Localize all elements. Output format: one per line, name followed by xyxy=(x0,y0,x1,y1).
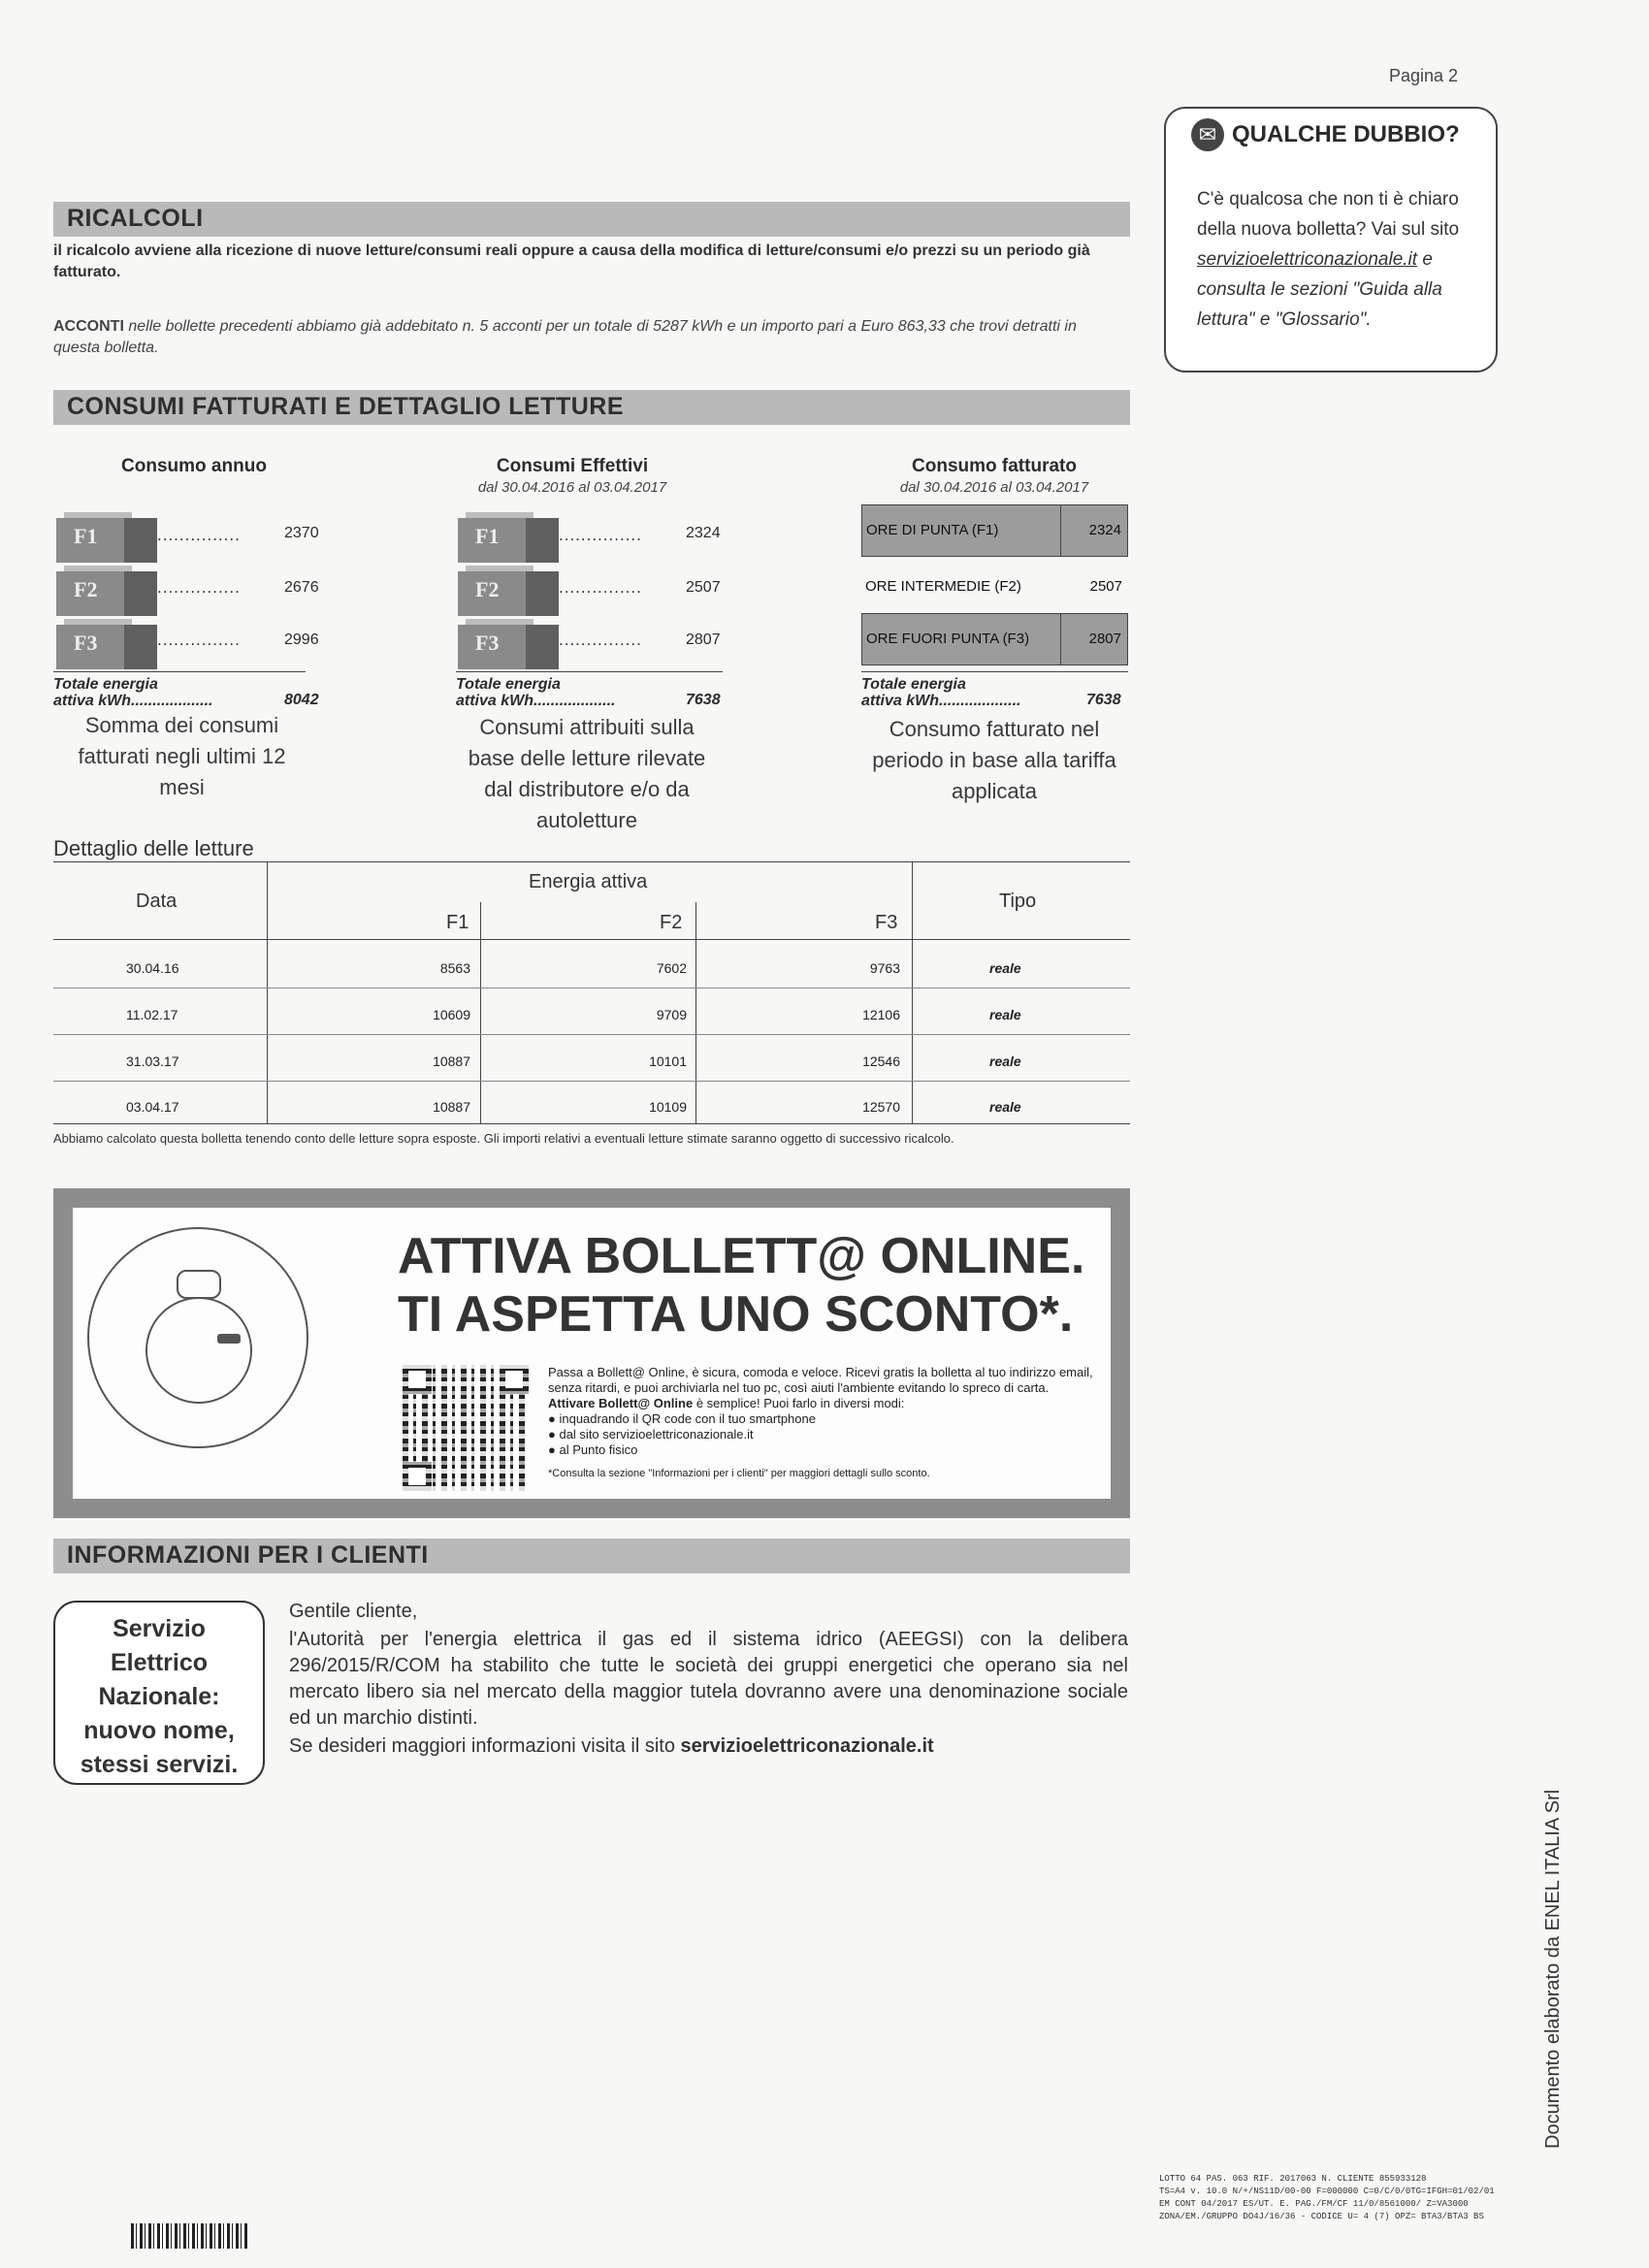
f3-cube-effettivi: F3 xyxy=(458,619,565,669)
letture-row-divider xyxy=(53,1081,1130,1082)
ricalcoli-heading: RICALCOLI xyxy=(67,205,204,232)
letture-cell-f1: 10887 xyxy=(433,1099,470,1115)
consumi-effettivi-period: dal 30.04.2016 al 03.04.2017 xyxy=(477,479,667,496)
f1-cube-effettivi: F1 xyxy=(458,512,565,563)
sen-badge: Servizio Elettrico Nazionale: nuovo nome, stessi servizi. xyxy=(53,1601,265,1785)
f2-cube-annuo: F2 xyxy=(56,566,163,616)
info-link[interactable]: servizioelettriconazionale.it xyxy=(680,1735,934,1757)
letture-cell-f1: 10887 xyxy=(433,1053,470,1069)
help-link[interactable]: servizioelettriconazionale.it xyxy=(1197,249,1418,270)
consumo-fatturato-title: Consumo fatturato xyxy=(912,456,1077,476)
consumi-band xyxy=(53,390,1130,425)
side-text: Documento elaborato da ENEL ITALIA Srl xyxy=(1542,1789,1564,2149)
info-body: l'Autorità per l'energia elettrica il gas ed il sistema idrico (AEEGSI) con la delibera 296/2015/R/COM ha stabilito che tutte le società dei gruppi energetici che operano sia nel mercato libero sia nel mercato della maggior tutela dovranno avere una denominazione sociale ed un marchio distinti. xyxy=(289,1629,1128,1729)
letture-row-divider xyxy=(53,1034,1130,1035)
letture-cell-data: 31.03.17 xyxy=(126,1053,179,1069)
letture-col-f3: F3 xyxy=(875,912,898,933)
letture-col-energia: Energia attiva xyxy=(529,871,648,892)
promo-banner xyxy=(53,1188,1130,1518)
effettivi-totale-value: 7638 xyxy=(686,692,721,708)
effettivi-totale-label: Totale energia attiva kWh................... xyxy=(456,671,723,709)
fatturato-totale-value: 7638 xyxy=(1086,692,1121,708)
effettivi-f3-value: 2807 xyxy=(686,632,721,648)
info-more: Se desideri maggiori informazioni visita il sito servizioelettriconazionale.it xyxy=(289,1735,934,1757)
promo-bullet-2: ● dal sito servizioelettriconazionale.it xyxy=(548,1427,754,1442)
acconti-label: ACCONTI xyxy=(53,318,124,335)
letture-cell-f3: 12570 xyxy=(862,1099,900,1115)
effettivi-desc: Consumi attribuiti sulla base delle letture rilevate dal distributore e/o da autoletture xyxy=(468,715,706,832)
letture-cell-f2: 10101 xyxy=(649,1053,687,1069)
letture-title: Dettaglio delle letture xyxy=(53,836,254,860)
consumo-annuo-title: Consumo annuo xyxy=(121,456,267,476)
letture-cell-f2: 7602 xyxy=(656,960,687,976)
promo-body: Passa a Bollett@ Online, è sicura, comoda e veloce. Ricevi gratis la bolletta al tuo indirizzo email, senza ritardi, e puoi archiviarla nel tuo pc, così aiuti l'ambiente evitando lo spreco di carta. Attivare Bollett@ Online è semplice! Puoi farlo in diversi modi: ● inquadrando il QR code con il tuo smartphone ● dal sito servizioelettriconazionale.it ● al Punto fisico *Consulta la sezione "Informazioni per i clienti" per maggiori dettagli sullo sconto. xyxy=(548,1365,1106,1481)
fatturato-row-f3: ORE FUORI PUNTA (F3) 2807 xyxy=(861,613,1128,665)
letture-cell-data: 03.04.17 xyxy=(126,1099,179,1115)
f2-cube-effettivi: F2 xyxy=(458,566,565,616)
annuo-f2-value: 2676 xyxy=(284,579,319,596)
acconti-text: ACCONTI nelle bollette precedenti abbiamo già addebitato n. 5 acconti per un totale di 5287 kWh e un importo pari a Euro 863,33 che trovi detratti in questa bolletta. xyxy=(53,318,1077,356)
info-band xyxy=(53,1539,1130,1573)
help-box xyxy=(1164,107,1498,373)
letture-cell-data: 11.02.17 xyxy=(126,1007,178,1022)
annuo-totale-label: Totale energia attiva kWh................... xyxy=(53,671,306,709)
annuo-f3-value: 2996 xyxy=(284,632,319,648)
help-box-text: C'è qualcosa che non ti è chiaro della nuova bolletta? Vai sul sito servizioelettriconazionale.it e consulta le sezioni "Guida alla lettura" e "Glossario". xyxy=(1197,189,1460,330)
letture-cell-f2: 10109 xyxy=(649,1099,687,1115)
annuo-desc: Somma dei consumi fatturati negli ultimi 12 mesi xyxy=(78,713,286,799)
f3-cube-annuo: F3 xyxy=(56,619,163,669)
f1-cube-annuo: F1 xyxy=(56,512,163,563)
letture-col-f1: F1 xyxy=(446,912,469,933)
help-box-title: QUALCHE DUBBIO? xyxy=(1232,121,1460,147)
promo-bullet-3: ● al Punto fisico xyxy=(548,1442,638,1457)
letture-cell-tipo: reale xyxy=(989,1099,1021,1115)
letture-cell-f2: 9709 xyxy=(656,1007,687,1022)
ricalcoli-text: il ricalcolo avviene alla ricezione di nuove letture/consumi reali oppure a causa della modifica di letture/consumi e/o prezzi su un periodo già fatturato. xyxy=(53,243,1090,280)
fatturato-desc: Consumo fatturato nel periodo in base alla tariffa applicata xyxy=(872,717,1116,803)
letture-cell-data: 30.04.16 xyxy=(126,960,179,976)
letture-cell-tipo: reale xyxy=(989,1007,1021,1022)
ricalcoli-band xyxy=(53,202,1130,237)
info-heading: INFORMAZIONI PER I CLIENTI xyxy=(67,1541,429,1569)
annuo-totale-value: 8042 xyxy=(284,692,319,708)
letture-col-data: Data xyxy=(136,891,178,912)
consumi-heading: CONSUMI FATTURATI E DETTAGLIO LETTURE xyxy=(67,393,625,420)
piggy-bank-icon xyxy=(87,1227,308,1448)
fatturato-row-f2: ORE INTERMEDIE (F2) 2507 xyxy=(865,578,1122,595)
envelope-icon: ✉ xyxy=(1191,118,1224,151)
page-number: Pagina 2 xyxy=(1389,66,1459,85)
letture-cell-f3: 9763 xyxy=(869,960,900,976)
qr-code[interactable] xyxy=(403,1365,529,1491)
promo-headline-1: ATTIVA BOLLETT@ ONLINE. xyxy=(398,1228,1085,1284)
effettivi-f1-value: 2324 xyxy=(686,525,721,541)
letture-cell-tipo: reale xyxy=(989,1053,1021,1069)
promo-headline-2: TI ASPETTA UNO SCONTO*. xyxy=(398,1286,1074,1343)
promo-bullet-1: ● inquadrando il QR code con il tuo smartphone xyxy=(548,1411,816,1426)
letture-cell-f3: 12106 xyxy=(862,1007,900,1022)
promo-footnote: *Consulta la sezione "Informazioni per i clienti" per maggiori dettagli sullo sconto. xyxy=(548,1468,930,1479)
letture-col-f2: F2 xyxy=(660,912,683,933)
footer-codes: LOTTO 64 PAS. 063 RIF. 2017063 N. CLIENTE 855933128 TS=A4 v. 10.0 N/+/NS11D/00-00 F=000000 C=0/C/0/0TG=IFGH=01/02/01 EM CONT 04/2017 ES/UT. E. PAG./FM/CF 11/0/8561000/ Z=VA3000 ZONA/EM./GRUPPO DO4J/16/36 - CODICE U= 4 (7) OPZ= BTA3/BTA3 BS xyxy=(1159,2174,1495,2221)
info-greeting: Gentile cliente, xyxy=(289,1601,418,1622)
barcode xyxy=(131,2223,249,2249)
letture-cell-tipo: reale xyxy=(989,960,1021,976)
effettivi-f2-value: 2507 xyxy=(686,579,721,596)
consumo-fatturato-period: dal 30.04.2016 al 03.04.2017 xyxy=(899,479,1089,496)
annuo-f1-value: 2370 xyxy=(284,525,319,541)
letture-cell-f3: 12546 xyxy=(862,1053,900,1069)
letture-note: Abbiamo calcolato questa bolletta tenendo conto delle letture sopra esposte. Gli importi relativi a eventuali letture stimate saranno oggetto di successivo ricalcolo. xyxy=(53,1131,954,1146)
help-box-header xyxy=(1185,116,1486,155)
letture-col-tipo: Tipo xyxy=(999,891,1037,912)
letture-cell-f1: 8563 xyxy=(439,960,470,976)
fatturato-totale-label: Totale energia attiva kWh................... xyxy=(861,671,1128,709)
consumi-effettivi-title: Consumi Effettivi xyxy=(496,456,649,476)
letture-cell-f1: 10609 xyxy=(433,1007,470,1022)
fatturato-row-f1: ORE DI PUNTA (F1) 2324 xyxy=(861,504,1128,557)
